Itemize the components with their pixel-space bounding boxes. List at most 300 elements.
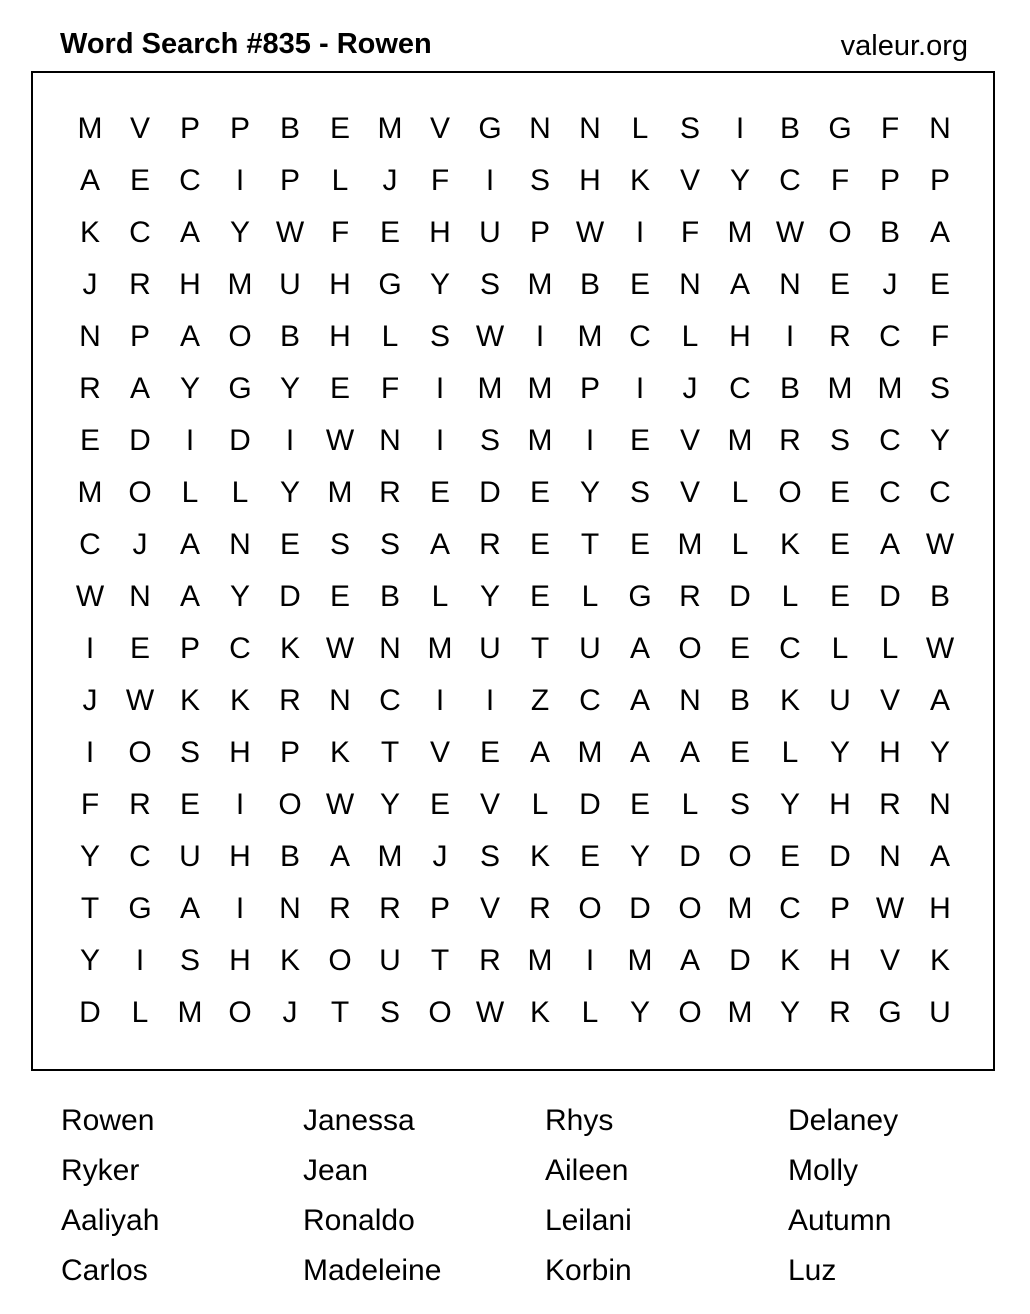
grid-cell: R (479, 944, 501, 977)
grid-cell: T (80, 892, 100, 925)
grid-cell: Y (779, 788, 800, 821)
word-list-item: Korbin (545, 1254, 632, 1287)
grid-cell: I (435, 684, 445, 717)
word-list-item: Janessa (303, 1104, 415, 1137)
grid-cell: E (79, 424, 100, 457)
grid-cell: H (229, 840, 251, 873)
grid-cell: R (479, 528, 501, 561)
grid-cell: N (929, 112, 951, 145)
word-list-item: Aaliyah (61, 1204, 160, 1237)
grid-cell: R (879, 788, 901, 821)
grid-cell: E (829, 268, 850, 301)
grid-cell: J (882, 268, 898, 301)
grid-cell: S (679, 112, 700, 145)
grid-cell: M (527, 372, 553, 405)
grid-cell: T (580, 528, 600, 561)
grid-cell: D (579, 788, 601, 821)
grid-cell: I (85, 632, 95, 665)
grid-cell: L (681, 320, 699, 353)
grid-cell: N (679, 268, 701, 301)
word-list-item: Carlos (61, 1254, 148, 1287)
grid-cell: H (229, 736, 251, 769)
grid-cell: D (679, 840, 701, 873)
grid-cell: Y (629, 840, 650, 873)
grid-cell: O (728, 840, 752, 873)
grid-cell: E (129, 164, 150, 197)
grid-row (33, 935, 993, 987)
grid-cell: D (279, 580, 301, 613)
grid-cell: P (229, 112, 250, 145)
grid-cell: H (229, 944, 251, 977)
grid-cell: I (735, 112, 745, 145)
grid-cell: F (80, 788, 100, 821)
grid-cell: M (527, 944, 553, 977)
grid-cell: I (585, 424, 595, 457)
grid-cell: J (382, 164, 398, 197)
grid-cell: C (929, 476, 951, 509)
grid-cell: K (779, 944, 800, 977)
grid-cell: H (329, 320, 351, 353)
word-list-item: Ronaldo (303, 1204, 415, 1237)
grid-cell: E (629, 788, 650, 821)
grid-cell: L (431, 580, 449, 613)
grid-cell: M (377, 112, 403, 145)
grid-cell: L (631, 112, 649, 145)
grid-cell: D (129, 424, 151, 457)
site-name: valeur.org (840, 30, 968, 62)
grid-cell: F (830, 164, 850, 197)
grid-cell: L (381, 320, 399, 353)
grid-cell: E (179, 788, 200, 821)
grid-cell: J (82, 268, 98, 301)
grid-cell: U (479, 216, 501, 249)
grid-cell: B (579, 268, 600, 301)
grid-cell: E (529, 528, 550, 561)
word-list-item: Rowen (61, 1104, 155, 1137)
grid-cell: M (677, 528, 703, 561)
grid-cell: S (379, 528, 400, 561)
grid-cell: W (325, 788, 355, 821)
grid-cell: I (135, 944, 145, 977)
grid-cell: H (329, 268, 351, 301)
grid-cell: V (429, 112, 450, 145)
grid-cell: O (328, 944, 352, 977)
grid-cell: R (279, 684, 301, 717)
grid-row (33, 623, 993, 675)
grid-cell: W (75, 580, 105, 613)
grid-cell: M (577, 736, 603, 769)
grid-cell: P (279, 736, 300, 769)
grid-cell: A (629, 736, 650, 769)
grid-cell: J (282, 996, 298, 1029)
grid-cell: D (729, 580, 751, 613)
grid-cell: B (379, 580, 400, 613)
grid-cell: N (379, 632, 401, 665)
word-list-item: Leilani (545, 1204, 632, 1237)
grid-cell: A (929, 216, 950, 249)
grid-cell: C (129, 840, 151, 873)
grid-row (33, 467, 993, 519)
grid-cell: C (179, 164, 201, 197)
grid-cell: V (479, 892, 500, 925)
grid-cell: A (179, 216, 200, 249)
grid-cell: R (129, 268, 151, 301)
grid-cell: L (881, 632, 899, 665)
grid-cell: S (379, 996, 400, 1029)
grid-cell: A (629, 632, 650, 665)
grid-cell: I (485, 684, 495, 717)
grid-cell: M (377, 840, 403, 873)
grid-cell: D (479, 476, 501, 509)
grid-cell: K (529, 840, 550, 873)
grid-cell: E (829, 476, 850, 509)
grid-cell: D (229, 424, 251, 457)
grid-cell: L (831, 632, 849, 665)
grid-cell: C (729, 372, 751, 405)
word-list-item: Aileen (545, 1154, 629, 1187)
grid-cell: S (829, 424, 850, 457)
grid-cell: R (829, 320, 851, 353)
grid-cell: K (779, 528, 800, 561)
grid-cell: W (575, 216, 605, 249)
grid-cell: C (879, 320, 901, 353)
grid-cell: E (779, 840, 800, 873)
grid-cell: L (781, 580, 799, 613)
grid-cell: B (779, 372, 800, 405)
grid-cell: S (479, 424, 500, 457)
grid-cell: B (929, 580, 950, 613)
grid-cell: V (129, 112, 150, 145)
grid-cell: C (229, 632, 251, 665)
grid-cell: L (231, 476, 249, 509)
grid-cell: U (179, 840, 201, 873)
grid-cell: U (579, 632, 601, 665)
grid-cell: A (129, 372, 150, 405)
word-list-item: Molly (788, 1154, 859, 1187)
grid-cell: E (829, 528, 850, 561)
grid-row (33, 103, 993, 155)
page-title: Word Search #835 - Rowen (60, 28, 432, 60)
word-list-item: Madeleine (303, 1254, 442, 1287)
grid-cell: O (678, 632, 702, 665)
grid-cell: E (329, 580, 350, 613)
grid-cell: E (279, 528, 300, 561)
grid-cell: L (331, 164, 349, 197)
grid-cell: I (585, 944, 595, 977)
grid-cell: E (529, 580, 550, 613)
grid-cell: M (877, 372, 903, 405)
grid-cell: C (129, 216, 151, 249)
grid-cell: W (925, 632, 955, 665)
grid-cell: G (878, 996, 902, 1029)
grid-cell: V (879, 684, 900, 717)
grid-cell: I (435, 372, 445, 405)
grid-cell: F (930, 320, 950, 353)
grid-cell: J (82, 684, 98, 717)
grid-cell: Y (829, 736, 850, 769)
grid-cell: C (779, 892, 801, 925)
grid-cell: A (179, 528, 200, 561)
grid-cell: H (729, 320, 751, 353)
grid-cell: B (279, 320, 300, 353)
grid-cell: C (79, 528, 101, 561)
grid-cell: A (179, 892, 200, 925)
grid-cell: A (929, 840, 950, 873)
grid-cell: Y (379, 788, 400, 821)
grid-cell: J (682, 372, 698, 405)
grid-cell: L (731, 528, 749, 561)
grid-cell: H (579, 164, 601, 197)
grid-cell: B (879, 216, 900, 249)
grid-cell: N (679, 684, 701, 717)
grid-cell: G (378, 268, 402, 301)
grid-cell: Y (429, 268, 450, 301)
grid-cell: G (628, 580, 652, 613)
grid-cell: P (179, 632, 200, 665)
grid-cell: O (678, 892, 702, 925)
grid-cell: F (330, 216, 350, 249)
grid-cell: F (880, 112, 900, 145)
grid-cell: E (629, 268, 650, 301)
grid-cell: F (430, 164, 450, 197)
grid-cell: S (329, 528, 350, 561)
grid-cell: W (925, 528, 955, 561)
grid-cell: K (79, 216, 100, 249)
grid-cell: N (279, 892, 301, 925)
grid-cell: I (785, 320, 795, 353)
grid-cell: E (929, 268, 950, 301)
grid-cell: R (129, 788, 151, 821)
grid-cell: M (527, 268, 553, 301)
grid-cell: P (179, 112, 200, 145)
grid-cell: E (479, 736, 500, 769)
grid-cell: A (429, 528, 450, 561)
grid-cell: L (131, 996, 149, 1029)
grid-cell: H (829, 944, 851, 977)
grid-cell: V (679, 476, 700, 509)
grid-cell: M (577, 320, 603, 353)
grid-cell: C (779, 164, 801, 197)
grid-cell: M (427, 632, 453, 665)
grid-cell: E (379, 216, 400, 249)
grid-cell: N (79, 320, 101, 353)
grid-cell: H (829, 788, 851, 821)
grid-cell: K (929, 944, 950, 977)
grid-cell: R (329, 892, 351, 925)
grid-cell: D (829, 840, 851, 873)
grid-row (33, 207, 993, 259)
grid-cell: M (727, 996, 753, 1029)
grid-cell: P (279, 164, 300, 197)
grid-cell: O (128, 476, 152, 509)
grid-cell: Y (729, 164, 750, 197)
grid-cell: E (429, 476, 450, 509)
grid-cell: O (128, 736, 152, 769)
grid-cell: N (529, 112, 551, 145)
grid-row (33, 519, 993, 571)
grid-cell: D (879, 580, 901, 613)
grid-cell: O (828, 216, 852, 249)
grid-cell: Y (179, 372, 200, 405)
grid-cell: R (779, 424, 801, 457)
grid-cell: H (879, 736, 901, 769)
grid-cell: R (679, 580, 701, 613)
grid-cell: D (79, 996, 101, 1029)
grid-cell: M (627, 944, 653, 977)
grid-cell: V (429, 736, 450, 769)
grid-cell: I (635, 216, 645, 249)
grid-row (33, 727, 993, 779)
grid-cell: H (179, 268, 201, 301)
grid-cell: T (330, 996, 350, 1029)
grid-cell: K (279, 944, 300, 977)
grid-cell: R (379, 476, 401, 509)
grid-cell: W (125, 684, 155, 717)
grid-cell: I (435, 424, 445, 457)
grid-cell: I (535, 320, 545, 353)
grid-cell: Y (79, 840, 100, 873)
grid-cell: E (429, 788, 450, 821)
grid-cell: A (179, 580, 200, 613)
grid-cell: B (729, 684, 750, 717)
grid-cell: Y (79, 944, 100, 977)
word-list-item: Autumn (788, 1204, 892, 1237)
grid-row (33, 779, 993, 831)
grid-cell: G (228, 372, 252, 405)
grid-cell: N (329, 684, 351, 717)
grid-cell: G (828, 112, 852, 145)
grid-cell: M (727, 216, 753, 249)
grid-cell: N (379, 424, 401, 457)
grid-cell: K (229, 684, 250, 717)
grid-cell: A (929, 684, 950, 717)
grid-cell: D (629, 892, 651, 925)
word-list-item: Delaney (788, 1104, 899, 1137)
grid-cell: W (775, 216, 805, 249)
grid-cell: V (679, 424, 700, 457)
grid-cell: W (875, 892, 905, 925)
grid-cell: Y (779, 996, 800, 1029)
grid-cell: L (581, 996, 599, 1029)
grid-cell: M (727, 424, 753, 457)
grid-cell: N (129, 580, 151, 613)
grid-cell: E (129, 632, 150, 665)
grid-cell: N (779, 268, 801, 301)
grid-cell: S (479, 268, 500, 301)
grid-cell: A (729, 268, 750, 301)
grid-cell: Y (229, 216, 250, 249)
grid-cell: I (285, 424, 295, 457)
grid-cell: J (432, 840, 448, 873)
grid-cell: K (779, 684, 800, 717)
grid-cell: C (379, 684, 401, 717)
grid-cell: U (479, 632, 501, 665)
grid-cell: K (279, 632, 300, 665)
grid-cell: Z (530, 684, 550, 717)
grid-cell: D (729, 944, 751, 977)
grid-cell: I (185, 424, 195, 457)
grid-cell: M (477, 372, 503, 405)
grid-cell: E (729, 736, 750, 769)
grid-cell: P (529, 216, 550, 249)
grid-cell: A (679, 736, 700, 769)
grid-cell: C (629, 320, 651, 353)
word-list-item: Luz (788, 1254, 837, 1287)
grid-cell: C (879, 476, 901, 509)
grid-cell: R (379, 892, 401, 925)
grid-cell: O (778, 476, 802, 509)
grid-cell: P (429, 892, 450, 925)
grid-cell: S (179, 944, 200, 977)
word-list-item: Jean (303, 1154, 369, 1187)
grid-row (33, 883, 993, 935)
grid-cell: I (85, 736, 95, 769)
grid-cell: S (629, 476, 650, 509)
grid-cell: O (578, 892, 602, 925)
grid-cell: M (77, 112, 103, 145)
grid-cell: K (179, 684, 200, 717)
grid-cell: M (327, 476, 353, 509)
grid-cell: P (579, 372, 600, 405)
grid-cell: Y (929, 424, 950, 457)
grid-cell: O (678, 996, 702, 1029)
grid-cell: Y (629, 996, 650, 1029)
grid-cell: O (228, 320, 252, 353)
grid-cell: K (529, 996, 550, 1029)
word-list-item: Ryker (61, 1154, 140, 1187)
grid-cell: I (235, 788, 245, 821)
grid-cell: S (729, 788, 750, 821)
grid-cell: S (929, 372, 950, 405)
grid-cell: E (329, 372, 350, 405)
grid-cell: U (379, 944, 401, 977)
grid-cell: A (329, 840, 350, 873)
grid-cell: E (629, 528, 650, 561)
grid-cell: L (731, 476, 749, 509)
word-list-item: Rhys (545, 1104, 614, 1137)
grid-cell: N (929, 788, 951, 821)
letter-grid (31, 71, 995, 1071)
grid-cell: C (579, 684, 601, 717)
grid-cell: V (879, 944, 900, 977)
grid-cell: R (829, 996, 851, 1029)
grid-cell: P (829, 892, 850, 925)
grid-cell: E (329, 112, 350, 145)
grid-cell: V (679, 164, 700, 197)
grid-cell: A (679, 944, 700, 977)
grid-cell: A (179, 320, 200, 353)
grid-cell: P (929, 164, 950, 197)
grid-cell: A (79, 164, 100, 197)
grid-cell: H (929, 892, 951, 925)
grid-cell: W (325, 424, 355, 457)
grid-row (33, 831, 993, 883)
grid-cell: T (380, 736, 400, 769)
grid-row (33, 415, 993, 467)
grid-row (33, 571, 993, 623)
grid-cell: R (79, 372, 101, 405)
grid-cell: O (278, 788, 302, 821)
grid-cell: E (629, 424, 650, 457)
grid-cell: E (729, 632, 750, 665)
grid-cell: P (879, 164, 900, 197)
grid-cell: Y (279, 476, 300, 509)
grid-cell: O (228, 996, 252, 1029)
grid-cell: E (579, 840, 600, 873)
grid-cell: E (829, 580, 850, 613)
grid-cell: L (531, 788, 549, 821)
grid-cell: A (879, 528, 900, 561)
